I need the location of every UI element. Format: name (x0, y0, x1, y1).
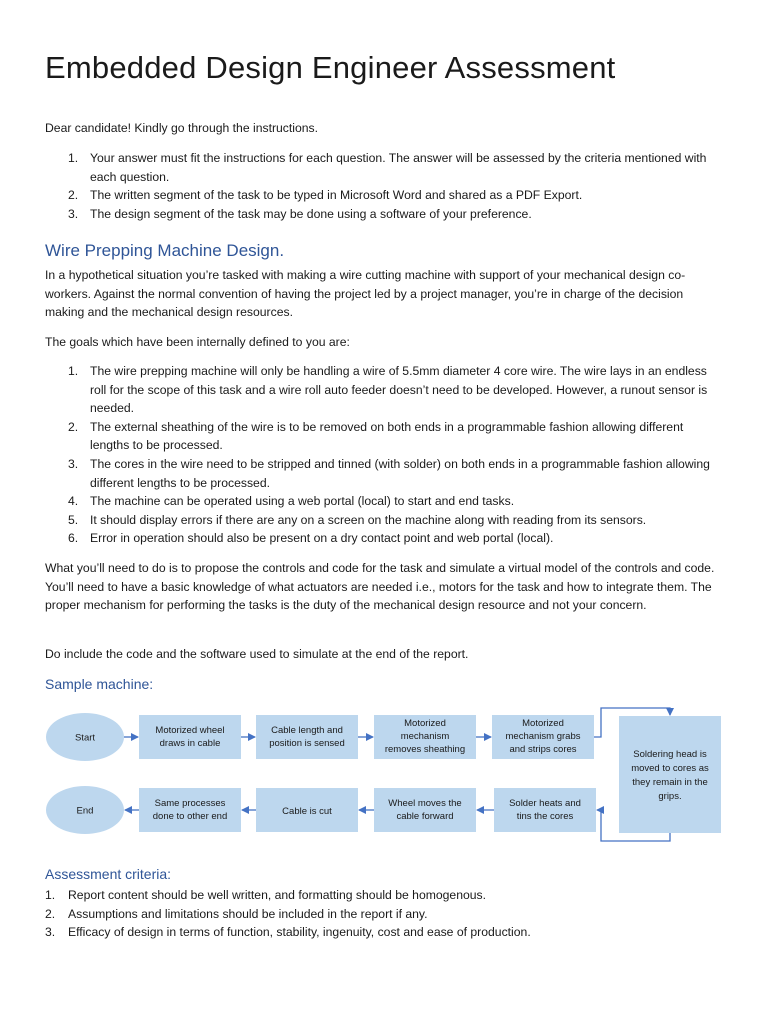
list-item (45, 418, 725, 455)
goals-list (45, 362, 725, 548)
list-item (45, 492, 725, 511)
flow-step-line: tins the cores (516, 811, 574, 822)
flow-box (619, 716, 721, 833)
criteria-list (45, 886, 725, 942)
list-item (45, 886, 725, 905)
flow-step-9 (139, 788, 241, 832)
flow-end-label: End (76, 805, 94, 817)
task-paragraph: What you’ll need to do is to propose the controls and code for the task and simulate a virtual model of the controls and code. You’ll need to have a basic knowledge of what actuators are needed i.e., motors for the task and how to integrate them. The proper mechanism for performing the tasks is the duty of the mechanical design resource and not your concern. (45, 561, 715, 613)
list-item (45, 149, 725, 186)
list-item (45, 511, 725, 530)
flow-step-line: grips. (658, 791, 682, 802)
list-number: 1. (68, 151, 79, 165)
list-text: The machine can be operated using a web portal (local) to start and end tasks. (90, 494, 515, 509)
flow-start-node (46, 713, 124, 761)
list-number: 4. (68, 494, 79, 509)
flow-step-line: Cable length and (271, 725, 343, 736)
include-paragraph: Do include the code and the software used to simulate at the end of the report. (45, 647, 469, 661)
list-number: 3. (68, 206, 79, 221)
list-text: Efficacy of design in terms of function, stability, ingenuity, cost and ease of production. (68, 925, 531, 940)
list-text: The cores in the wire need to be stripped and tinned (with solder) on both ends in a programmable fashion allowing different lengths to be processed. (90, 456, 710, 490)
flow-box (374, 788, 476, 832)
flow-step-line: Motorized (404, 718, 446, 729)
list-number: 6. (68, 531, 79, 546)
list-text: Assumptions and limitations should be included in the report if any. (68, 906, 428, 921)
criteria-heading: Assessment criteria: (45, 866, 172, 882)
section-heading: Wire Prepping Machine Design. (45, 241, 285, 260)
flow-step-8 (256, 788, 358, 832)
list-number: 3. (68, 456, 79, 471)
flow-step-5 (619, 716, 721, 833)
document-title: Embedded Design Engineer Assessment (45, 50, 616, 85)
list-text: The written segment of the task to be typed in Microsoft Word and shared as a PDF Export. (90, 188, 583, 203)
list-item (45, 186, 725, 205)
flow-step-line: Soldering head is (633, 749, 707, 760)
list-number: 2. (45, 906, 56, 921)
instructions-list (45, 149, 725, 223)
list-text: Your answer must fit the instructions for each question. The answer will be assessed by the criteria mentioned with each question. (90, 151, 707, 184)
intro-text: Dear candidate! Kindly go through the instructions. (45, 121, 319, 135)
list-text: The design segment of the task may be done using a software of your preference. (90, 206, 532, 221)
flow-step-label: Cable is cut (282, 806, 332, 817)
flow-step-line: mechanism grabs (505, 731, 581, 742)
list-item (45, 205, 725, 224)
list-item (45, 905, 725, 924)
flow-step-line: Wheel moves the (388, 798, 462, 809)
flow-end-node (46, 786, 124, 834)
flow-box (139, 715, 241, 759)
flow-step-line: Same processes (154, 798, 226, 809)
flow-box (139, 788, 241, 832)
list-number: 2. (68, 419, 79, 434)
flow-step-line: mechanism (400, 731, 450, 742)
flow-step-6 (494, 788, 596, 832)
flow-step-line: Motorized (522, 718, 564, 729)
list-text: The wire prepping machine will only be handling a wire of 5.5mm diameter 4 core wire. The wire lays in an endless roll for the scope of this task and a wire roll auto feeder doesn’t need to be developed. However, a runout sensor is needed. (90, 364, 708, 416)
flow-box (494, 788, 596, 832)
machine-flow-diagram (0, 700, 768, 850)
flow-step-line: they remain in the (632, 777, 708, 788)
list-item (45, 362, 725, 418)
list-number: 1. (45, 888, 56, 902)
flow-box (256, 715, 358, 759)
section-paragraph: In a hypothetical situation you’re tasked with making a wire cutting machine with support of your mechanical design co-workers. Against the normal convention of having the project led by a project manager, you’re in charge of the decision making and the mechanical design resources. (45, 268, 686, 320)
flow-step-line: draws in cable (159, 738, 221, 749)
list-text: Error in operation should also be present on a dry contact point and web portal (local). (90, 531, 554, 546)
flow-step-line: cable forward (396, 811, 454, 822)
list-item (45, 923, 725, 942)
list-item (45, 455, 725, 492)
flow-step-7 (374, 788, 476, 832)
list-number: 5. (68, 512, 79, 527)
flow-step-line: moved to cores as (631, 763, 709, 774)
list-item (45, 529, 725, 548)
flow-step-line: Motorized wheel (155, 725, 225, 736)
list-text: The external sheathing of the wire is to be removed on both ends in a programmable fashion allowing different lengths to be processed. (90, 419, 684, 453)
goals-intro: The goals which have been internally defined to you are: (45, 335, 350, 349)
flow-step-1 (139, 715, 241, 759)
list-text: Report content should be well written, and formatting should be homogenous. (68, 888, 487, 902)
list-number: 1. (68, 364, 79, 378)
flow-step-2 (256, 715, 358, 759)
list-number: 2. (68, 188, 79, 203)
list-number: 3. (45, 925, 56, 940)
flow-step-line: Solder heats and (509, 798, 581, 809)
sample-heading: Sample machine: (45, 676, 154, 692)
flow-step-4 (492, 715, 594, 759)
flow-step-line: removes sheathing (384, 744, 466, 755)
flow-step-line: done to other end (152, 811, 228, 822)
flow-step-3 (374, 715, 476, 759)
flow-step-line: position is sensed (269, 738, 345, 749)
list-text: It should display errors if there are any on a screen on the machine along with reading from its sensors. (90, 512, 647, 527)
flow-step-line: and strips cores (509, 744, 577, 755)
flow-start-label: Start (74, 732, 96, 744)
